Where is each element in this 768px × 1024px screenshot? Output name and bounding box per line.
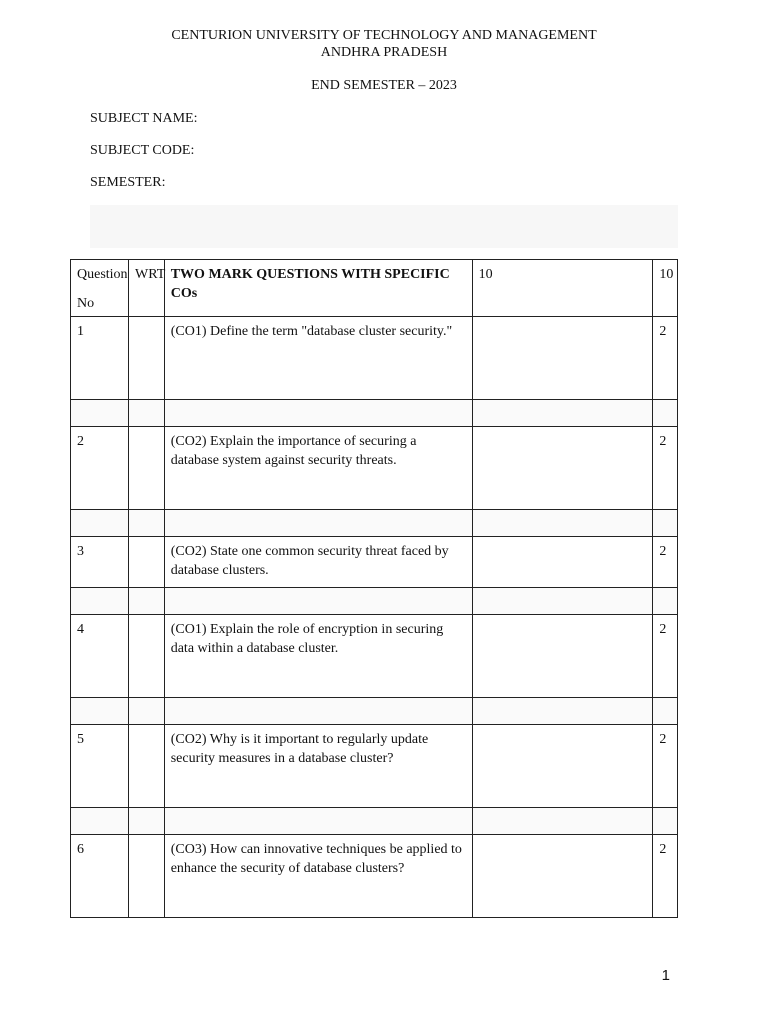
question-text: (CO2) Explain the importance of securing a database system against security threats. xyxy=(164,427,472,510)
header-col5: 10 xyxy=(653,260,678,317)
marks-cell: 2 xyxy=(653,835,678,918)
question-number: 6 xyxy=(71,835,129,918)
header-title: TWO MARK QUESTIONS WITH SPECIFIC COs xyxy=(164,260,472,317)
header-question-no xyxy=(71,260,129,317)
header-no-label: No xyxy=(77,296,95,311)
table-row xyxy=(71,835,678,918)
marks-cell: 2 xyxy=(653,725,678,808)
marks-cell: 2 xyxy=(653,317,678,400)
question-number: 4 xyxy=(71,615,129,698)
wrt-cell xyxy=(129,835,165,918)
university-state: ANDHRA PRADESH xyxy=(320,45,448,60)
header-col4: 10 xyxy=(472,260,653,317)
question-number: 5 xyxy=(71,725,129,808)
question-number: 1 xyxy=(71,317,129,400)
spacer-row xyxy=(71,588,678,615)
table-header-row xyxy=(71,260,678,317)
table-row xyxy=(71,317,678,400)
subject-code-label: SUBJECT CODE: xyxy=(90,143,195,158)
question-text: (CO2) State one common security threat faced by database clusters. xyxy=(164,537,472,588)
page-number: 1 xyxy=(661,967,670,984)
spacer-row xyxy=(71,400,678,427)
question-text: (CO1) Explain the role of encryption in securing data within a database cluster. xyxy=(164,615,472,698)
wrt-cell xyxy=(129,537,165,588)
spacer-row xyxy=(71,808,678,835)
blank-shaded-area xyxy=(90,205,678,248)
question-text: (CO1) Define the term "database cluster security." xyxy=(164,317,472,400)
marks-cell: 2 xyxy=(653,537,678,588)
semester-label: SEMESTER: xyxy=(90,175,166,190)
header-question-label: Question xyxy=(77,267,128,282)
table-row xyxy=(71,725,678,808)
blank-cell xyxy=(472,427,653,510)
table-row xyxy=(71,615,678,698)
blank-cell xyxy=(472,537,653,588)
table-row xyxy=(71,537,678,588)
table-row xyxy=(71,427,678,510)
university-name: CENTURION UNIVERSITY OF TECHNOLOGY AND MANAGEMENT xyxy=(171,28,597,43)
spacer-row xyxy=(71,698,678,725)
blank-cell xyxy=(472,317,653,400)
wrt-cell xyxy=(129,317,165,400)
question-text: (CO2) Why is it important to regularly update security measures in a database cluster? xyxy=(164,725,472,808)
blank-cell xyxy=(472,615,653,698)
question-table xyxy=(70,259,678,918)
question-number: 2 xyxy=(71,427,129,510)
blank-cell xyxy=(472,835,653,918)
wrt-cell xyxy=(129,725,165,808)
header-wrt: WRT xyxy=(129,260,165,317)
marks-cell: 2 xyxy=(653,615,678,698)
wrt-cell xyxy=(129,615,165,698)
question-text: (CO3) How can innovative techniques be applied to enhance the security of database clusters? xyxy=(164,835,472,918)
exam-title: END SEMESTER – 2023 xyxy=(311,78,457,93)
blank-cell xyxy=(472,725,653,808)
wrt-cell xyxy=(129,427,165,510)
spacer-row xyxy=(71,510,678,537)
question-number: 3 xyxy=(71,537,129,588)
marks-cell: 2 xyxy=(653,427,678,510)
subject-name-label: SUBJECT NAME: xyxy=(90,111,198,126)
